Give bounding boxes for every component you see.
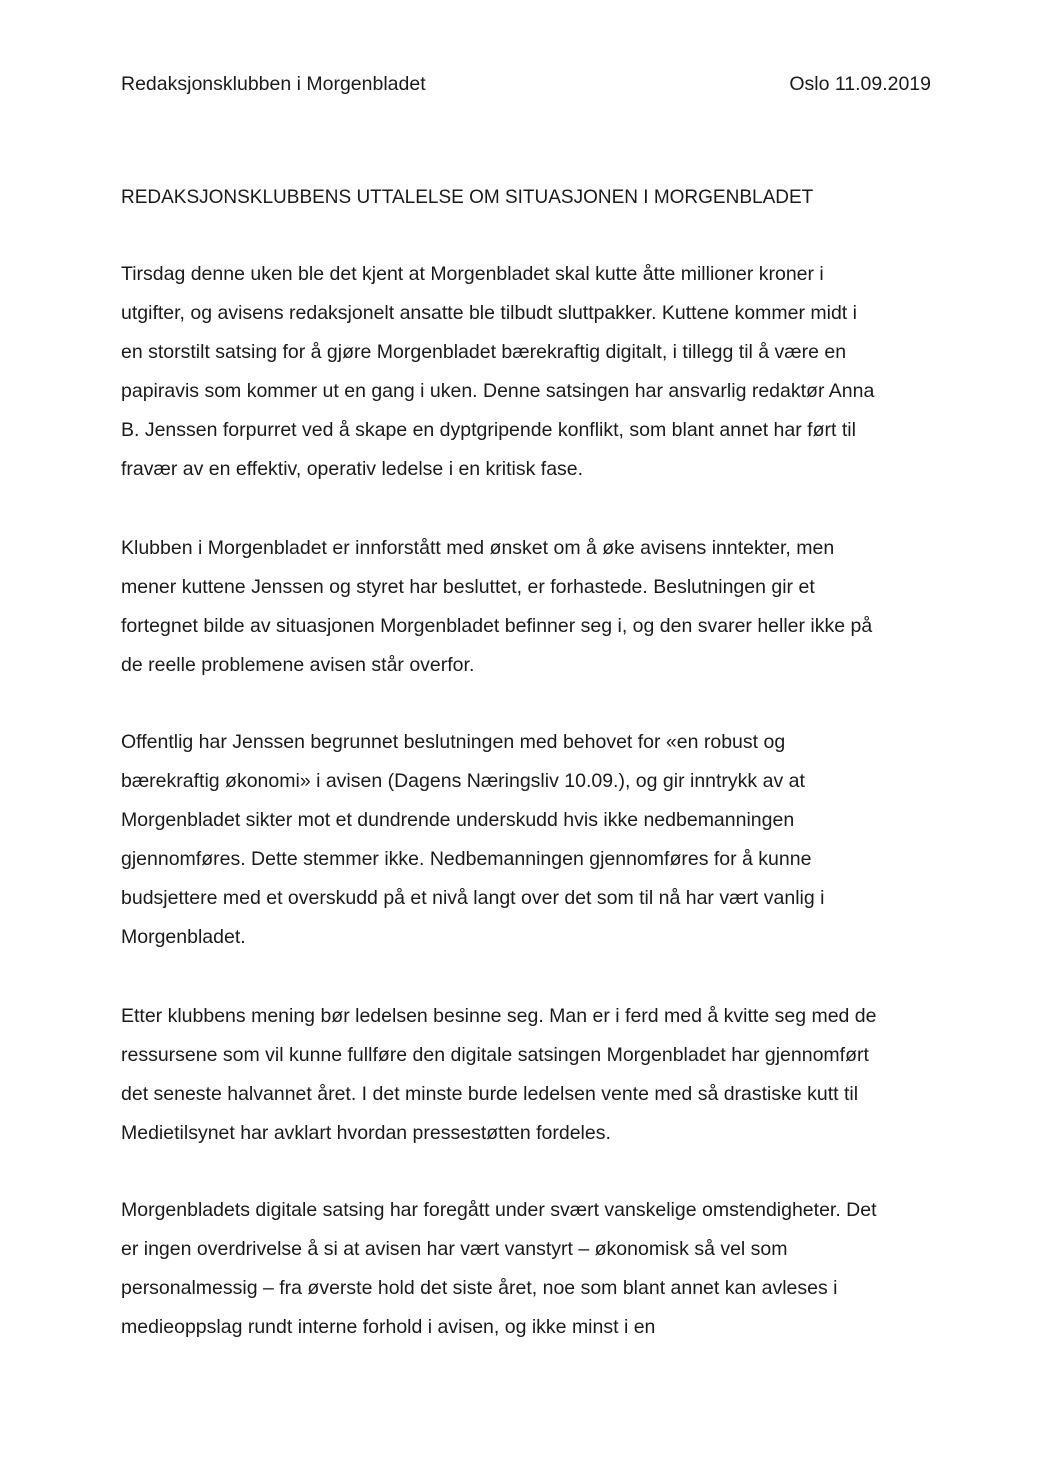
statement-title: REDAKSJONSKLUBBENS UTTALELSE OM SITUASJONEN I MORGENBLADET <box>121 187 814 208</box>
text-line: Etter klubbens mening bør ledelsen besinne seg. Man er i ferd med å kvitte seg med de <box>121 1005 877 1027</box>
paragraph-2 <box>121 529 956 685</box>
text-line: Morgenbladets digitale satsing har foregått under svært vanskelige omstendigheter. Det <box>121 1199 877 1221</box>
text-line: er ingen overdrivelse å si at avisen har vært vanstyrt – økonomisk så vel som <box>121 1238 788 1260</box>
text-line: fortegnet bilde av situasjonen Morgenbladet befinner seg i, og den svarer heller ikke på <box>121 615 873 637</box>
text-line: en storstilt satsing for å gjøre Morgenbladet bærekraftig digitalt, i tillegg til å være en <box>121 341 847 363</box>
text-line: papiravis som kommer ut en gang i uken. Denne satsingen har ansvarlig redaktør Anna <box>121 380 875 402</box>
organization-name: Redaksjonsklubben i Morgenbladet <box>121 73 426 95</box>
text-line: Morgenbladet. <box>121 926 246 948</box>
text-line: personalmessig – fra øverste hold det siste året, noe som blant annet kan avleses i <box>121 1277 838 1299</box>
date-line: Oslo 11.09.2019 <box>789 73 931 95</box>
text-line: ressursene som vil kunne fullføre den digitale satsingen Morgenbladet har gjennomført <box>121 1044 869 1066</box>
text-line: Klubben i Morgenbladet er innforstått med ønsket om å øke avisens inntekter, men <box>121 537 835 559</box>
text-line: Morgenbladet sikter mot et dundrende underskudd hvis ikke nedbemanningen <box>121 809 795 831</box>
text-line: utgifter, og avisens redaksjonelt ansatte ble tilbudt sluttpakker. Kuttene kommer midt i <box>121 302 857 324</box>
paragraph-4 <box>121 997 956 1153</box>
text-line: Offentlig har Jenssen begrunnet beslutningen med behovet for «en robust og <box>121 731 786 753</box>
text-line: det seneste halvannet året. I det minste burde ledelsen vente med så drastiske kutt til <box>121 1083 859 1105</box>
text-line: mener kuttene Jenssen og styret har besluttet, er forhastede. Beslutningen gir et <box>121 576 815 598</box>
text-line: B. Jenssen forpurret ved å skape en dyptgripende konflikt, som blant annet har ført til <box>121 419 856 441</box>
paragraph-3 <box>121 723 956 957</box>
text-line: Tirsdag denne uken ble det kjent at Morgenbladet skal kutte åtte millioner kroner i <box>121 263 824 285</box>
text-line: budsjettere med et overskudd på et nivå langt over det som til nå har vært vanlig i <box>121 887 825 909</box>
paragraph-1 <box>121 255 956 489</box>
paragraph-5 <box>121 1191 956 1347</box>
text-line: de reelle problemene avisen står overfor. <box>121 654 475 676</box>
text-line: fravær av en effektiv, operativ ledelse i en kritisk fase. <box>121 458 584 480</box>
text-line: Medietilsynet har avklart hvordan pressestøtten fordeles. <box>121 1122 611 1144</box>
text-line: gjennomføres. Dette stemmer ikke. Nedbemanningen gjennomføres for å kunne <box>121 848 812 870</box>
text-line: bærekraftig økonomi» i avisen (Dagens Næringsliv 10.09.), og gir inntrykk av at <box>121 770 805 792</box>
text-line: medieoppslag rundt interne forhold i avisen, og ikke minst i en <box>121 1316 656 1338</box>
